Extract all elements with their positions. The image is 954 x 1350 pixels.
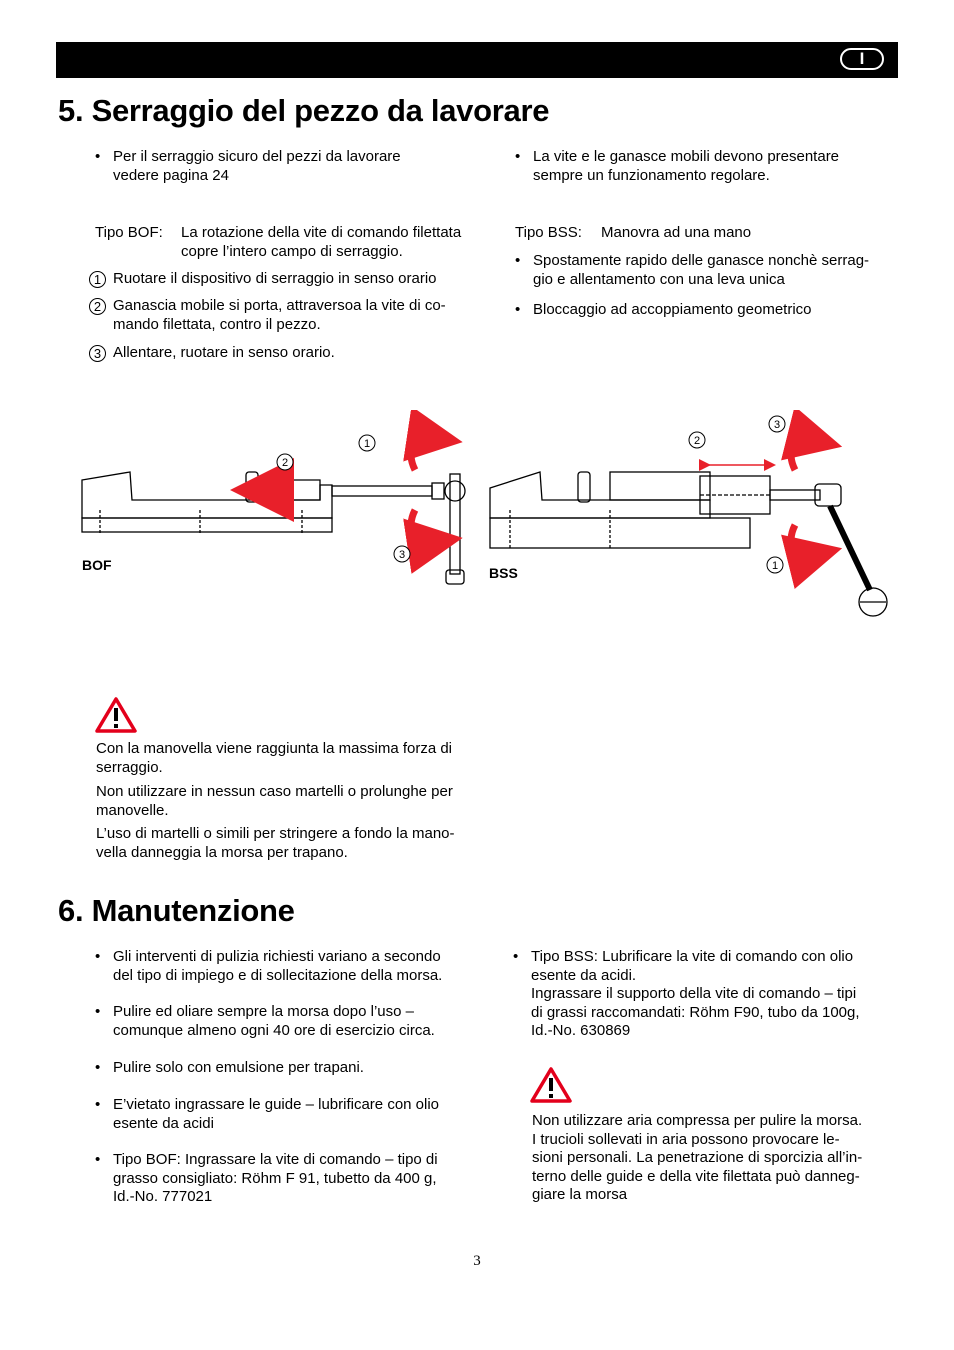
svg-text:2: 2 <box>281 457 289 469</box>
s6-bullet-1: • Gli interventi di pulizia richiesti variano a secondo del tipo di impiego e di sollecitazione della morsa. <box>95 948 442 985</box>
s5-right-bullet: • La vite e le ganasce mobili devono presentare sempre un funzionamento regolare. <box>515 148 839 185</box>
bof-step-1: 1 Ruotare il dispositivo di serraggio in senso orario <box>89 270 437 289</box>
s5-warning-text-3: L’uso di martelli o simili per stringere a fondo la mano- vella danneggia la morsa per trapano. <box>96 825 455 861</box>
step-number-circle: 3 <box>89 345 106 362</box>
s6-bullet-3: • Pulire solo con emulsione per trapani. <box>95 1059 364 1078</box>
bof-step-3: 3 Allentare, ruotare in senso orario. <box>89 344 335 363</box>
svg-text:3: 3 <box>398 549 406 561</box>
s5-left-bullet: • Per il serraggio sicuro del pezzi da lavorare vedere pagina 24 <box>95 148 401 185</box>
warning-icon <box>95 697 137 733</box>
bof-figure-label: BOF <box>82 557 112 573</box>
rotate-arrow-icon <box>791 439 815 470</box>
bss-bullet-1: • Spostamente rapido delle ganasce nonchè serrag- gio e allentamento con una leva unica <box>515 252 869 289</box>
s6-bullet-5: • Tipo BOF: Ingrassare la vite di comando – tipo di grasso consigliato: Röhm F 91, tubetto da 400 g, Id.-No. 777021 <box>95 1151 438 1207</box>
warning-icon <box>530 1067 572 1103</box>
language-badge: I <box>840 48 884 70</box>
s5-warning-text-1: Con la manovella viene raggiunta la massima forza di serraggio. <box>96 740 453 776</box>
s5-warning-text-2: Non utilizzare in nessun caso martelli o prolunghe per manovelle. <box>96 783 453 819</box>
s6-bullet-2: • Pulire ed oliare sempre la morsa dopo l’uso – comunque almeno ogni 40 ore di esercizio circa. <box>95 1003 435 1040</box>
section-6-title: 6. Manutenzione <box>58 893 295 928</box>
header-bar <box>56 42 898 78</box>
bof-description: La rotazione della vite di comando filettata copre l’intero campo di serraggio. <box>181 224 462 260</box>
s6-right-bullet: • Tipo BSS: Lubrificare la vite di comando con olio esente da acidi. Ingrassare il supporto della vite di comando – tipi di grassi raccomandati: Röhm F90, tubo da 100g, Id.-No. 630869 <box>513 948 860 1041</box>
s6-warning-text: Non utilizzare aria compressa per pulire la morsa. I trucioli sollevati in aria possono provocare le- sioni personali. La penetrazione di sporcizia all’in- terno delle guide e della vite filettata può danneg- giare la morsa <box>532 1112 863 1203</box>
svg-text:3: 3 <box>773 419 781 431</box>
svg-text:2: 2 <box>693 435 701 447</box>
s6-bullet-4: • E’vietato ingrassare le guide – lubrificare con olio esente da acidi <box>95 1096 439 1133</box>
bof-step-2: 2 Ganascia mobile si porta, attraversoa la vite di co- mando filettata, contro il pezzo. <box>89 297 446 334</box>
bss-description: Manovra ad una mano <box>601 224 752 241</box>
rotate-arrow-icon <box>411 510 435 542</box>
bof-label: Tipo BOF: <box>95 224 163 241</box>
vise-illustration <box>70 410 900 630</box>
bss-label: Tipo BSS: <box>515 224 582 241</box>
bss-vise-drawing <box>490 472 887 616</box>
bss-figure-label: BSS <box>489 565 518 581</box>
step-number-circle: 1 <box>89 271 106 288</box>
svg-text:1: 1 <box>363 438 371 450</box>
rotate-arrow-icon <box>791 525 815 556</box>
step-number-circle: 2 <box>89 298 106 315</box>
svg-text:1: 1 <box>771 560 779 572</box>
rotate-arrow-icon <box>411 438 435 470</box>
page-number: 3 <box>473 1253 481 1269</box>
bss-bullet-2: • Bloccaggio ad accoppiamento geometrico <box>515 301 812 320</box>
section-5-title: 5. Serraggio del pezzo da lavorare <box>58 93 550 128</box>
